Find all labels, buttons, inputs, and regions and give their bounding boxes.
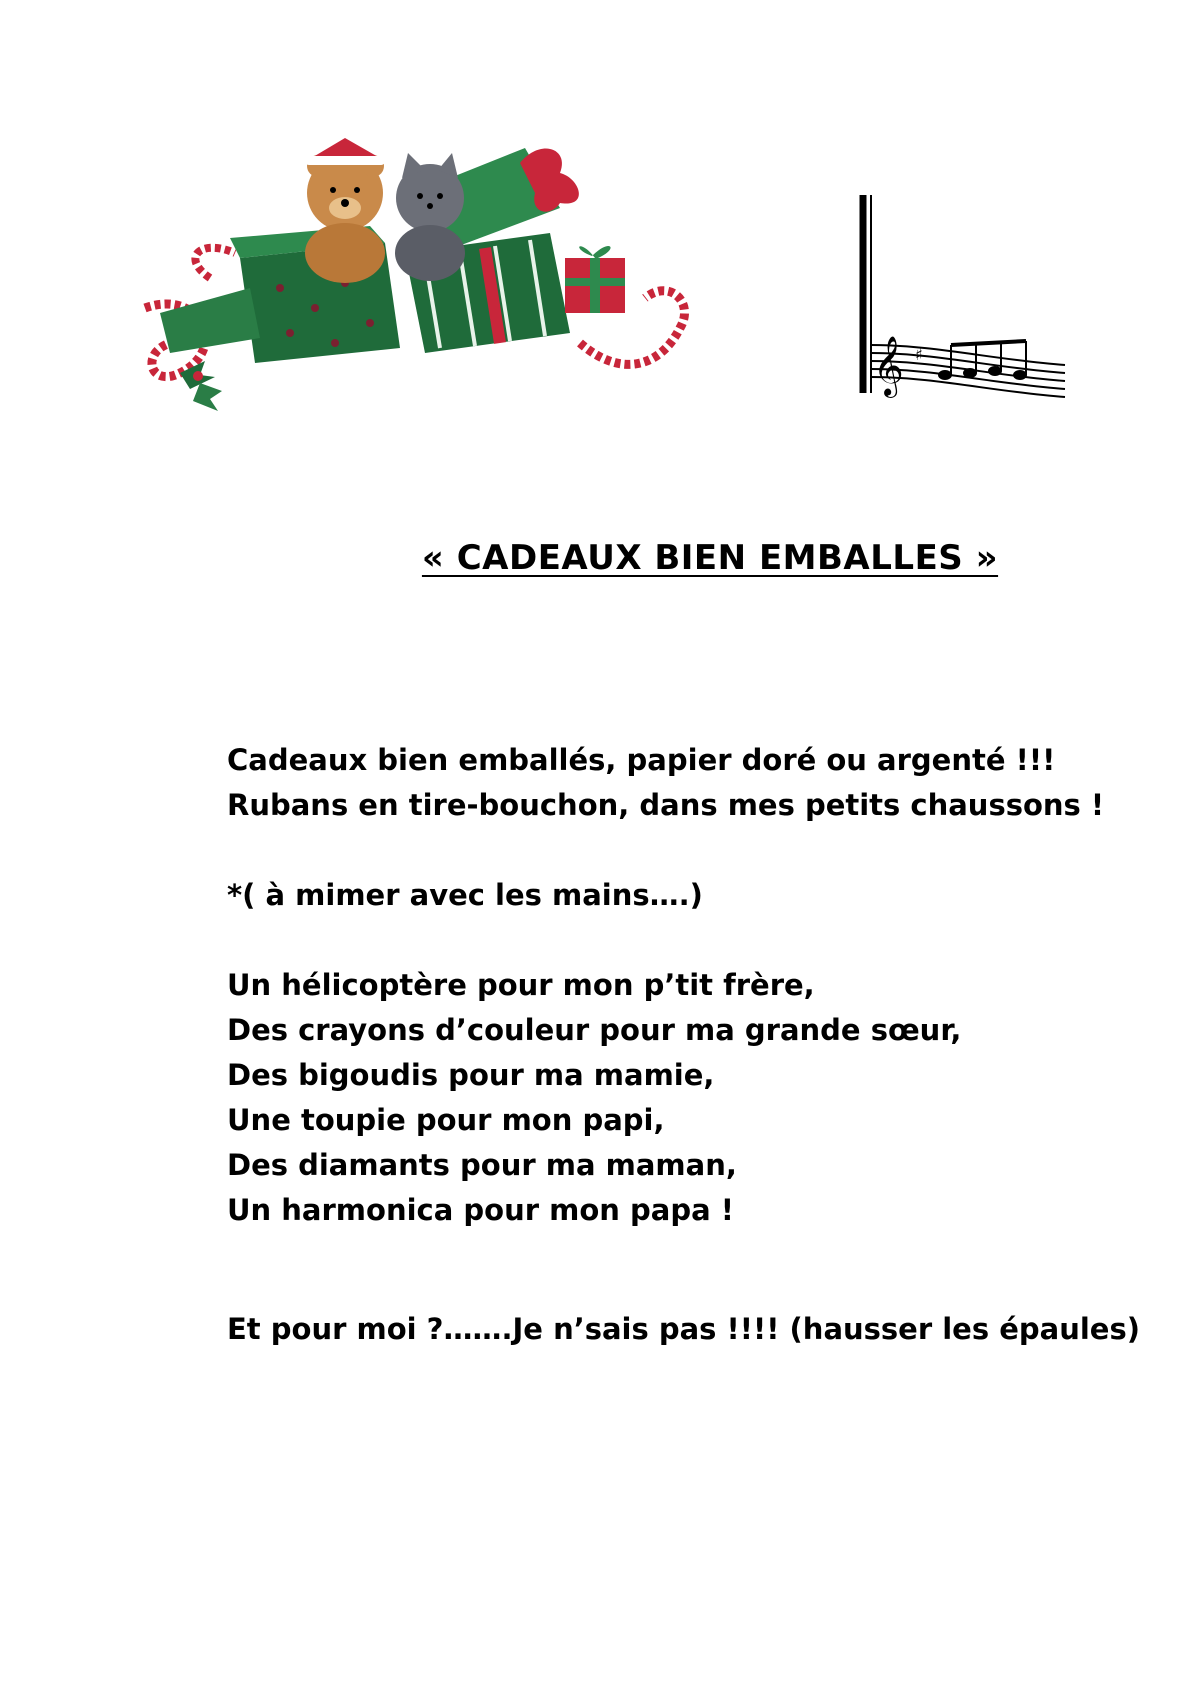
lyric-line: Rubans en tire-bouchon, dans mes petits chaussons ! (227, 788, 1105, 822)
song-title-text: « CADEAUX BIEN EMBALLES » (421, 538, 999, 578)
ending-line: Et pour moi ?…….Je n’sais pas !!!! (hausser les épaules) (227, 1312, 1140, 1346)
lyric-line: Cadeaux bien emballés, papier doré ou argenté !!! (227, 743, 1056, 777)
lyric-line: Des diamants pour ma maman, (227, 1148, 737, 1182)
svg-text:♯: ♯ (915, 345, 923, 364)
lyric-line: Des crayons d’couleur pour ma grande sœur, (227, 1013, 962, 1047)
song-title (0, 538, 1190, 578)
lyric-line: Un hélicoptère pour mon p’tit frère, (227, 968, 815, 1002)
svg-text:𝄞: 𝄞 (873, 336, 904, 396)
lyrics (227, 738, 1140, 1352)
music-staff-icon (845, 195, 1070, 420)
lyric-line: Une toupie pour mon papi, (227, 1103, 665, 1137)
instruction-line: *( à mimer avec les mains….) (227, 878, 703, 912)
christmas-gifts-illustration (140, 138, 720, 423)
lyric-line: Des bigoudis pour ma mamie, (227, 1058, 715, 1092)
lyric-line: Un harmonica pour mon papa ! (227, 1193, 734, 1227)
